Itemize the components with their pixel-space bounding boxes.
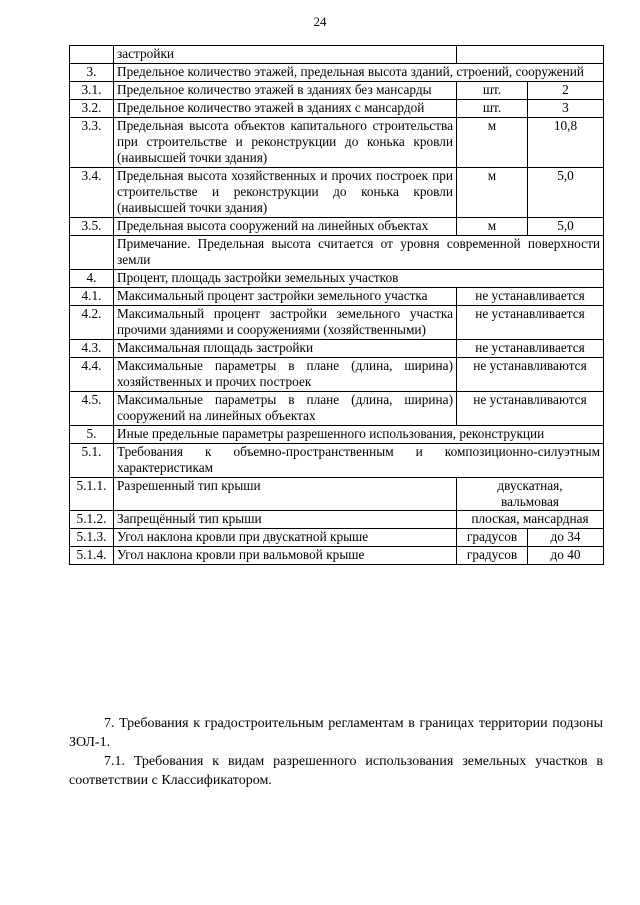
row-description: Максимальные параметры в плане (длина, ширина) хозяйственных и прочих построек [114, 358, 457, 392]
row-description: Предельная высота хозяйственных и прочих построек при строительстве и реконструкции до конька кровли (наивысшей точки здания) [114, 168, 457, 218]
row-number: 5.1.1. [70, 478, 114, 511]
row-value: 5,0 [528, 218, 604, 236]
table-row [70, 306, 604, 340]
row-description: Предельное количество этажей в зданиях без мансарды [114, 82, 457, 100]
row-number: 3.3. [70, 118, 114, 168]
table-row [70, 236, 604, 270]
row-description: Максимальный процент застройки земельного участка прочими зданиями и сооружениями (хозяйственными) [114, 306, 457, 340]
row-number: 4.2. [70, 306, 114, 340]
body-text [69, 714, 603, 790]
row-description: Предельное количество этажей, предельная высота зданий, строений, сооружений [114, 64, 604, 82]
row-description: Максимальные параметры в плане (длина, ширина) сооружений на линейных объектах [114, 392, 457, 426]
note-text: Примечание. Предельная высота считается от уровня современной поверхности земли [114, 236, 604, 270]
row-number: 3.2. [70, 100, 114, 118]
row-number: 4.5. [70, 392, 114, 426]
row-number: 3. [70, 64, 114, 82]
row-unit: м [457, 168, 528, 218]
row-number: 5. [70, 426, 114, 444]
row-value: 10,8 [528, 118, 604, 168]
row-unit: шт. [457, 100, 528, 118]
row-value: 5,0 [528, 168, 604, 218]
table-row [70, 64, 604, 82]
row-number: 4.4. [70, 358, 114, 392]
row-number: 4. [70, 270, 114, 288]
page-number: 24 [313, 14, 327, 29]
table-row [70, 444, 604, 478]
row-description: Разрешенный тип крыши [114, 478, 457, 511]
table-row [70, 100, 604, 118]
row-number: 3.4. [70, 168, 114, 218]
row-value: не устанавливается [457, 340, 604, 358]
table-row [70, 218, 604, 236]
row-unit: шт. [457, 82, 528, 100]
row-value: двускатная, вальмовая [457, 478, 604, 511]
table-row [70, 270, 604, 288]
table-row [70, 529, 604, 547]
row-unit: м [457, 218, 528, 236]
paragraph: 7.1. Требования к видам разрешенного использования земельных участков в соответствии с Классификатором. [69, 754, 603, 788]
row-number: 3.5. [70, 218, 114, 236]
table-row [70, 426, 604, 444]
table-row [70, 547, 604, 565]
row-description: Максимальная площадь застройки [114, 340, 457, 358]
row-unit: градусов [457, 547, 528, 565]
row-number: 5.1.4. [70, 547, 114, 565]
table-row [70, 340, 604, 358]
row-description: Предельное количество этажей в зданиях с мансардой [114, 100, 457, 118]
row-number: 5.1.2. [70, 511, 114, 529]
table-row [70, 478, 604, 511]
row-value: не устанавливаются [457, 358, 604, 392]
table-row [70, 288, 604, 306]
row-value: до 40 [528, 547, 604, 565]
row-value: не устанавливается [457, 306, 604, 340]
table-row [70, 168, 604, 218]
row-unit: м [457, 118, 528, 168]
row-description: Максимальный процент застройки земельного участка [114, 288, 457, 306]
row-description: Угол наклона кровли при вальмовой крыше [114, 547, 457, 565]
table-row [70, 82, 604, 100]
row-number: 3.1. [70, 82, 114, 100]
row-description: Угол наклона кровли при двускатной крыше [114, 529, 457, 547]
row-description: застройки [114, 46, 457, 64]
table-row [70, 46, 604, 64]
row-description: Запрещённый тип крыши [114, 511, 457, 529]
row-value: до 34 [528, 529, 604, 547]
table-row [70, 511, 604, 529]
table-row [70, 358, 604, 392]
table-row [70, 392, 604, 426]
row-value: 2 [528, 82, 604, 100]
row-description: Предельная высота объектов капитального строительства при строительстве и реконструкции до конька кровли (наивысшей точки здания) [114, 118, 457, 168]
row-value: 3 [528, 100, 604, 118]
row-description: Иные предельные параметры разрешенного использования, реконструкции [114, 426, 604, 444]
row-unit: градусов [457, 529, 528, 547]
row-value: плоская, мансардная [457, 511, 604, 529]
row-description: Требования к объемно-пространственным и композиционно-силуэтным характеристикам [114, 444, 604, 478]
row-number: 4.3. [70, 340, 114, 358]
row-number: 4.1. [70, 288, 114, 306]
row-value: не устанавливаются [457, 392, 604, 426]
paragraph: 7. Требования к градостроительным регламентам в границах территории подзоны ЗОЛ-1. [69, 716, 603, 750]
row-number: 5.1.3. [70, 529, 114, 547]
row-value: не устанавливается [457, 288, 604, 306]
row-description: Процент, площадь застройки земельных участков [114, 270, 604, 288]
row-number: 5.1. [70, 444, 114, 478]
row-description: Предельная высота сооружений на линейных объектах [114, 218, 457, 236]
table-row [70, 118, 604, 168]
regulations-table [69, 45, 604, 565]
